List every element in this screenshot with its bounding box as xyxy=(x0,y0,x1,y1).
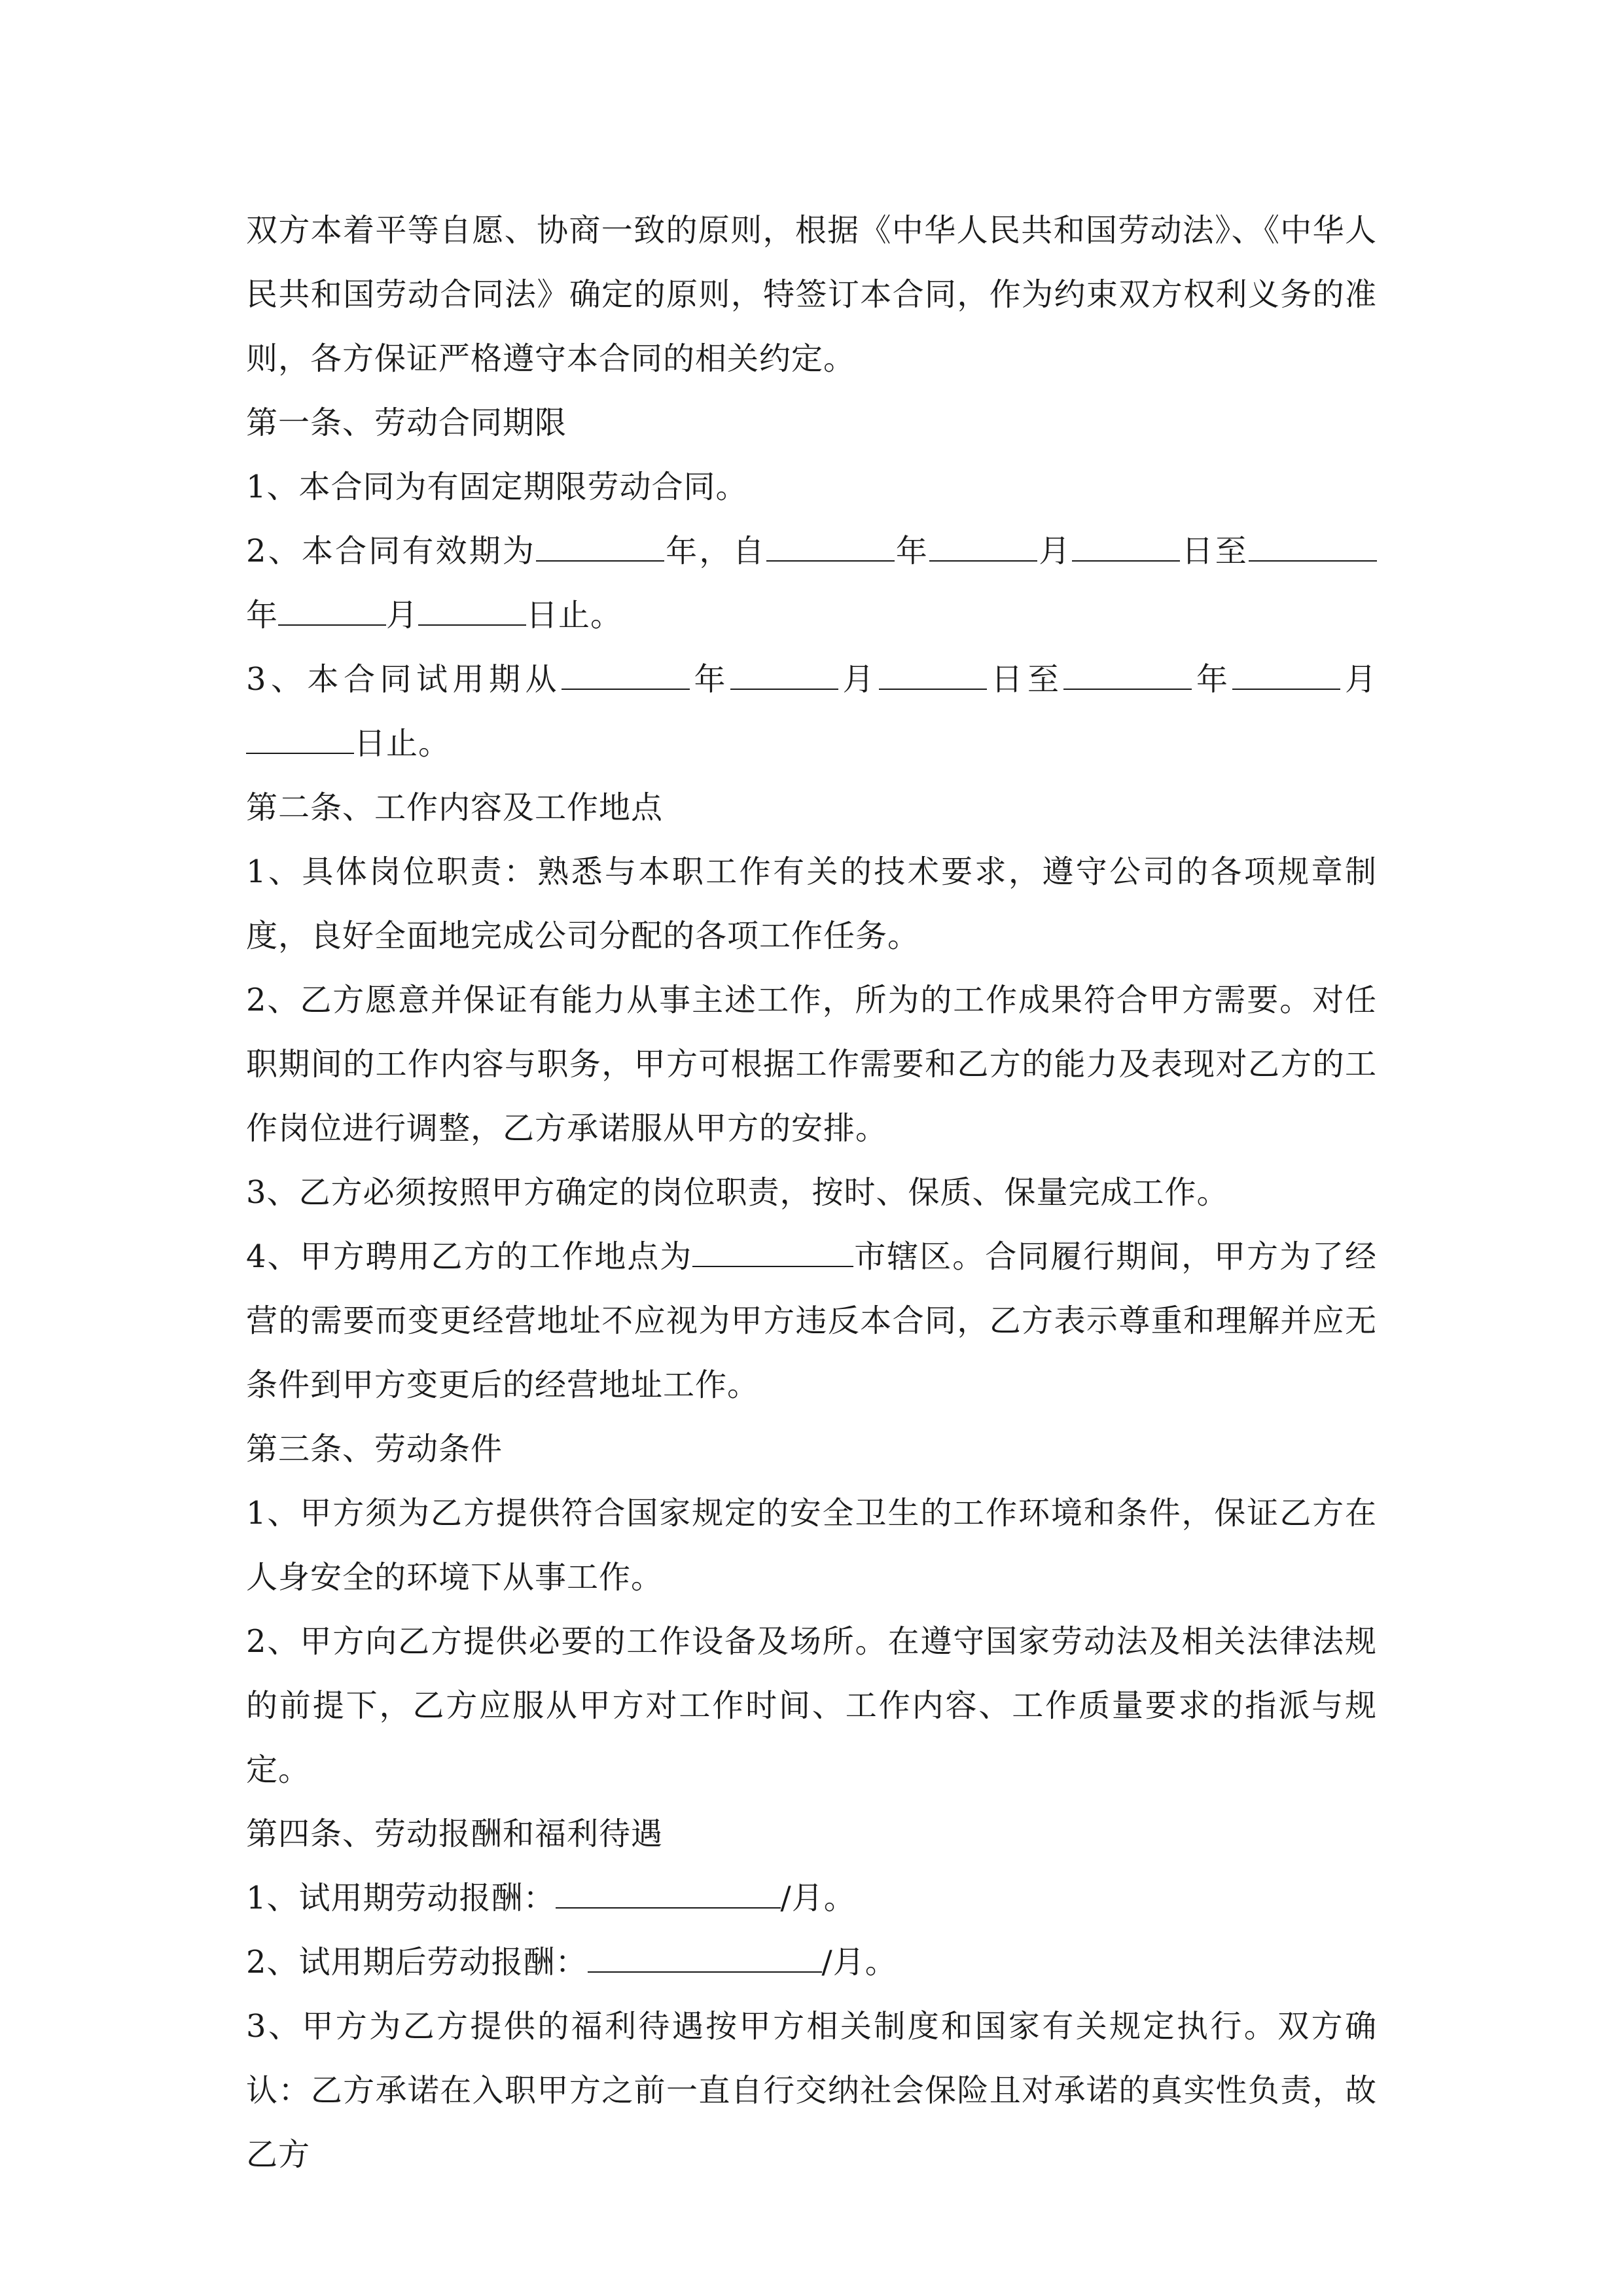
article-2-item-1: 1、具体岗位职责：熟悉与本职工作有关的技术要求，遵守公司的各项规章制度，良好全面地完成公司分配的各项工作任务。 xyxy=(246,853,1377,954)
article-1-item-3 xyxy=(246,647,1377,776)
article-4-title: 第四条、劳动报酬和福利待遇 xyxy=(246,1816,664,1852)
text-segment: 年 xyxy=(1192,661,1233,698)
contract-body xyxy=(246,198,1377,2187)
blank-probation-start-month xyxy=(730,653,838,690)
article-4-item-2-prefix: 2、试用期后劳动报酬： xyxy=(246,1944,588,1981)
blank-start-day xyxy=(1072,525,1180,562)
article-4-item-1-prefix: 1、试用期劳动报酬： xyxy=(246,1880,556,1916)
article-1-title: 第一条、劳动合同期限 xyxy=(246,404,567,441)
blank-end-day xyxy=(418,589,526,626)
article-1-item-1: 1、本合同为有固定期限劳动合同。 xyxy=(246,469,748,505)
blank-contract-years xyxy=(536,525,664,562)
article-3-title: 第三条、劳动条件 xyxy=(246,1431,503,1467)
text-segment: 日止。 xyxy=(526,597,623,634)
article-1-item-2 xyxy=(246,519,1377,647)
article-2-item-4-prefix: 4、甲方聘用乙方的工作地点为 xyxy=(246,1238,693,1275)
article-4-item-2 xyxy=(246,1930,1377,1994)
blank-probation-start-year xyxy=(562,653,690,690)
article-2-item-4 xyxy=(246,1225,1377,1417)
article-2-item-2: 2、乙方愿意并保证有能力从事主述工作，所为的工作成果符合甲方需要。对任职期间的工作内容与职务，甲方可根据工作需要和乙方的能力及表现对乙方的工作岗位进行调整，乙方承诺服从甲方的安排。 xyxy=(246,982,1377,1147)
article-1-item-3-prefix: 3、本合同试用期从 xyxy=(246,661,562,698)
article-4-item-2-suffix: /月。 xyxy=(821,1944,897,1981)
text-segment: 年 xyxy=(246,597,279,634)
text-segment: 日止。 xyxy=(354,725,451,762)
blank-probation-end-day xyxy=(246,717,354,754)
article-4-item-3: 3、甲方为乙方提供的福利待遇按甲方相关制度和国家有关规定执行。双方确认：乙方承诺在入职甲方之前一直自行交纳社会保险且对承诺的真实性负责，故乙方 xyxy=(246,2008,1377,2173)
blank-end-year xyxy=(1249,525,1377,562)
text-segment: 月 xyxy=(386,597,419,634)
text-segment: 月 xyxy=(838,661,879,698)
article-2-item-4-suffix: 市辖区。合同履行期间，甲方为了经营的需要而变更经营地址不应视为甲方违反本合同，乙方表示尊重和理解并应无条件到甲方变更后的经营地址工作。 xyxy=(246,1238,1377,1403)
text-segment: 日至 xyxy=(986,661,1064,698)
blank-work-location xyxy=(692,1230,853,1267)
text-segment: 年 xyxy=(894,533,930,569)
text-segment: 年，自 xyxy=(664,533,766,569)
article-4-item-1-suffix: /月。 xyxy=(780,1880,856,1916)
blank-probation-start-day xyxy=(879,653,987,690)
text-segment: 月 xyxy=(1340,661,1377,698)
article-4-item-1 xyxy=(246,1866,1377,1930)
article-3-item-1: 1、甲方须为乙方提供符合国家规定的安全卫生的工作环境和条件，保证乙方在人身安全的环境下从事工作。 xyxy=(246,1495,1377,1596)
blank-regular-salary xyxy=(588,1936,822,1973)
article-2-title: 第二条、工作内容及工作地点 xyxy=(246,789,664,826)
blank-probation-salary xyxy=(556,1872,781,1909)
text-segment: 月 xyxy=(1037,533,1073,569)
text-segment: 年 xyxy=(689,661,730,698)
blank-end-month xyxy=(278,589,386,626)
blank-probation-end-year xyxy=(1063,653,1192,690)
preamble-paragraph: 双方本着平等自愿、协商一致的原则，根据《中华人民共和国劳动法》、《中华人民共和国劳动合同法》确定的原则，特签订本合同，作为约束双方权利义务的准则，各方保证严格遵守本合同的相关约定。 xyxy=(246,212,1377,377)
text-segment: 日至 xyxy=(1180,533,1249,569)
article-2-item-3: 3、乙方必须按照甲方确定的岗位职责，按时、保质、保量完成工作。 xyxy=(246,1174,1229,1211)
article-3-item-2: 2、甲方向乙方提供必要的工作设备及场所。在遵守国家劳动法及相关法律法规的前提下，乙方应服从甲方对工作时间、工作内容、工作质量要求的指派与规定。 xyxy=(246,1623,1377,1788)
blank-start-month xyxy=(929,525,1037,562)
article-1-item-2-prefix: 2、本合同有效期为 xyxy=(246,533,537,569)
blank-start-year xyxy=(766,525,895,562)
blank-probation-end-month xyxy=(1232,653,1340,690)
